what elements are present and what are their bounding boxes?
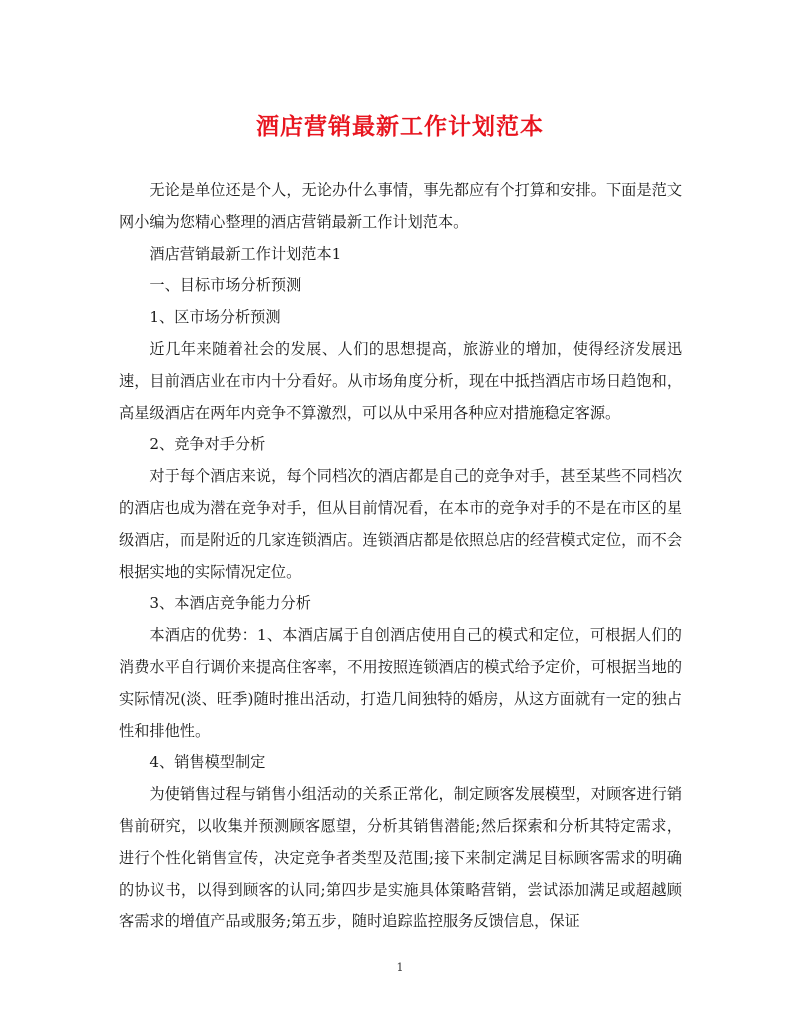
document-body [119,175,682,938]
body-paragraph: 对于每个酒店来说，每个同档次的酒店都是自己的竞争对手，甚至某些不同档次的酒店也成为潜在竞争对手，但从目前情况看，在本市的竞争对手的不是在市区的星级酒店，而是附近的几家连锁酒店。连锁酒店都是依照总店的经营模式定位，而不会根据实地的实际情况定位。 [119,467,682,581]
subsection-heading: 3、本酒店竞争能力分析 [149,594,311,613]
subsection-heading: 2、竞争对手分析 [149,435,266,454]
body-paragraph: 本酒店的优势：1、本酒店属于自创酒店使用自己的模式和定位，可根据人们的消费水平自行调价来提高住客率，不用按照连锁酒店的模式给予定价，可根据当地的实际情况(淡、旺季)随时推出活动，打造几间独特的婚房，从这方面就有一定的独占性和排他性。 [119,626,682,740]
section-heading: 一、目标市场分析预测 [149,276,302,295]
intro-paragraph: 无论是单位还是个人，无论办什么事情，事先都应有个打算和安排。下面是范文网小编为您精心整理的酒店营销最新工作计划范本。 [119,181,682,231]
body-paragraph: 为使销售过程与销售小组活动的关系正常化，制定顾客发展模型，对顾客进行销售前研究，以收集并预测顾客愿望，分析其销售潜能;然后探索和分析其特定需求，进行个性化销售宣传，决定竞争者类型及范围;接下来制定满足目标顾客需求的明确的协议书，以得到顾客的认同;第四步是实施具体策略营销，尝试添加满足或超越顾客需求的增值产品或服务;第五步，随时追踪监控服务反馈信息，保证 [119,785,682,931]
section-heading: 酒店营销最新工作计划范本1 [149,244,342,263]
body-paragraph: 近几年来随着社会的发展、人们的思想提高，旅游业的增加，使得经济发展迅速，目前酒店业在市内十分看好。从市场角度分析，现在中抵挡酒店市场日趋饱和，高星级酒店在两年内竞争不算激烈，可以从中采用各种应对措施稳定客源。 [119,339,682,422]
page-number: 1 [396,961,404,974]
subsection-heading: 4、销售模型制定 [149,753,266,772]
subsection-heading: 1、区市场分析预测 [149,308,281,327]
document-title: 酒店营销最新工作计划范本 [256,113,544,140]
